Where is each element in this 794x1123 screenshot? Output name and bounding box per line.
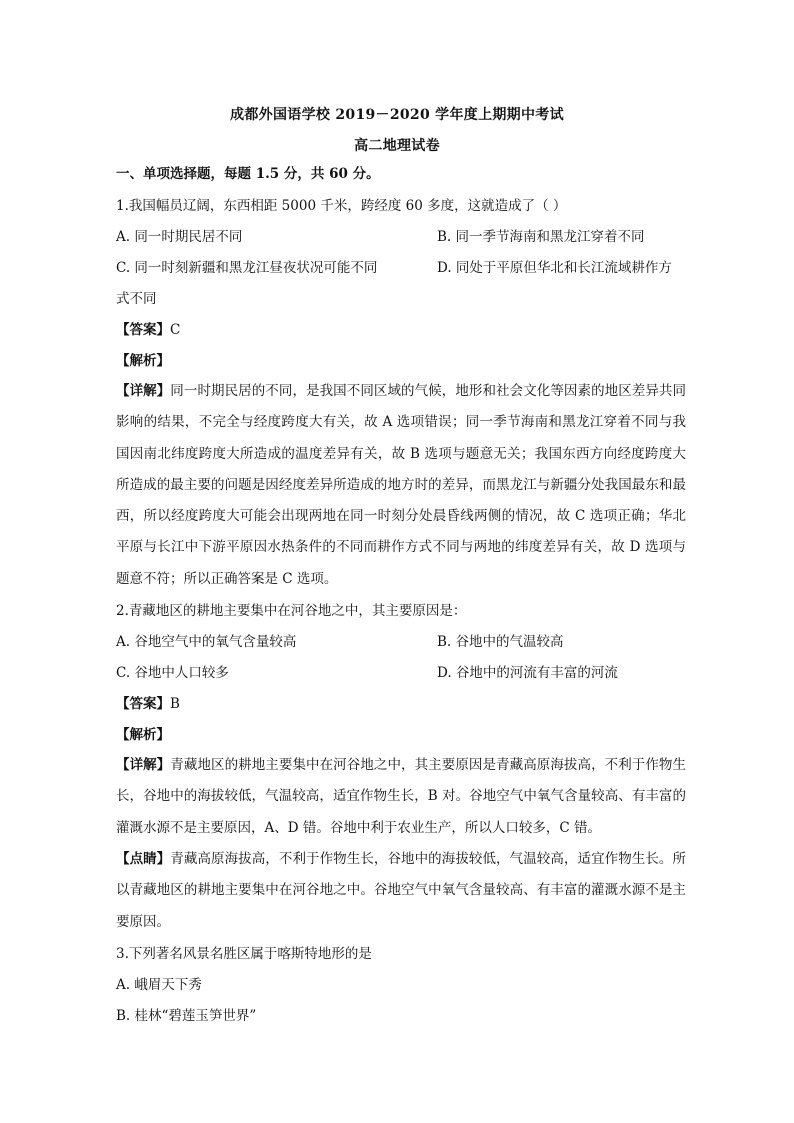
- answer-label: 【答案】: [116, 696, 170, 712]
- question-2-analysis-label: 【解析】: [116, 727, 170, 743]
- question-2-option-d: D. 谷地中的河流有丰富的河流: [437, 665, 618, 681]
- question-1-answer: [116, 320, 686, 340]
- question-2-point: [116, 844, 686, 938]
- school-title: 成都外国语学校 2019－2020 学年度上期期中考试: [230, 107, 564, 123]
- question-1-option-c: C. 同一时刻新疆和黑龙江昼夜状况可能不同: [116, 260, 378, 276]
- detail-label: 【详解】: [116, 383, 171, 399]
- question-3-stem: 3.下列著名风景名胜区属于喀斯特地形的是: [116, 946, 372, 962]
- question-2-option-b: B. 谷地中的气温较高: [437, 634, 564, 650]
- question-2-stem: 2.青藏地区的耕地主要集中在河谷地之中，其主要原因是：: [116, 603, 467, 619]
- detail-text: 青藏地区的耕地主要集中在河谷地之中，其主要原因是青藏高原海拔高，不利于作物生长，谷地中的海拔较低，气温较高，适宜作物生长，B 对。谷地空气中氧气含量较高、有丰富的灌溉水源不是主要原因，A、D 错。谷地中利于农业生产，所以人口较多，C 错。: [116, 757, 687, 836]
- paper-title: 高二地理试卷: [354, 138, 440, 154]
- question-1-analysis-label: 【解析】: [116, 353, 170, 369]
- question-1-detail: [116, 376, 686, 595]
- question-1-option-b: B. 同一季节海南和黑龙江穿着不同: [437, 229, 645, 245]
- answer-label: 【答案】: [116, 322, 170, 338]
- detail-label: 【详解】: [116, 757, 171, 773]
- point-label: 【点睛】: [116, 851, 171, 867]
- point-text: 青藏高原海拔高，不利于作物生长，谷地中的海拔较低，气温较高，适宜作物生长。所以青藏地区的耕地主要集中在河谷地之中。谷地空气中氧气含量较高、有丰富的灌溉水源不是主要原因。: [116, 851, 687, 930]
- answer-value: B: [170, 696, 180, 712]
- detail-text: 同一时期民居的不同，是我国不同区域的气候，地形和社会文化等因素的地区差异共同影响的结果，不完全与经度跨度大有关，故 A 选项错误；同一季节海南和黑龙江穿着不同与我国因南北纬度跨度大所造成的温度差异有关，故 B 选项与题意无关；我国东西方向经度跨度大所造成的最主要的问题是因经度差异所造成的地方时的差异，而黑龙江与新疆分处我国最东和最西，所以经度跨度大可能会出现两地在同一时刻分处晨昏线两侧的情况，故 C 选项正确；华北平原与长江中下游平原因水热条件的不同而耕作方式不同与两地的纬度差异有关，故 D 选项与题意不符；所以正确答案是 C 选项。: [116, 383, 687, 587]
- question-2-detail: [116, 750, 686, 844]
- question-3-option-a: A. 峨眉天下秀: [116, 977, 202, 993]
- question-2-option-a: A. 谷地空气中的氧气含量较高: [116, 634, 297, 650]
- question-2-answer: [116, 694, 686, 714]
- question-1-stem: 1.我国幅员辽阔，东西相距 5000 千米，跨经度 60 多度，这就造成了（ ）: [116, 198, 567, 214]
- section-heading: 一、单项选择题，每题 1.5 分，共 60 分。: [116, 166, 380, 182]
- question-1-option-a: A. 同一时期民居不同: [116, 229, 243, 245]
- question-3-option-b: B. 桂林“碧莲玉笋世界”: [116, 1008, 257, 1024]
- answer-value: C: [170, 322, 181, 338]
- question-2-option-c: C. 谷地中人口较多: [116, 665, 229, 681]
- question-1-option-d-continued: 式不同: [116, 291, 157, 307]
- question-1-option-d: D. 同处于平原但华北和长江流域耕作方: [437, 260, 672, 276]
